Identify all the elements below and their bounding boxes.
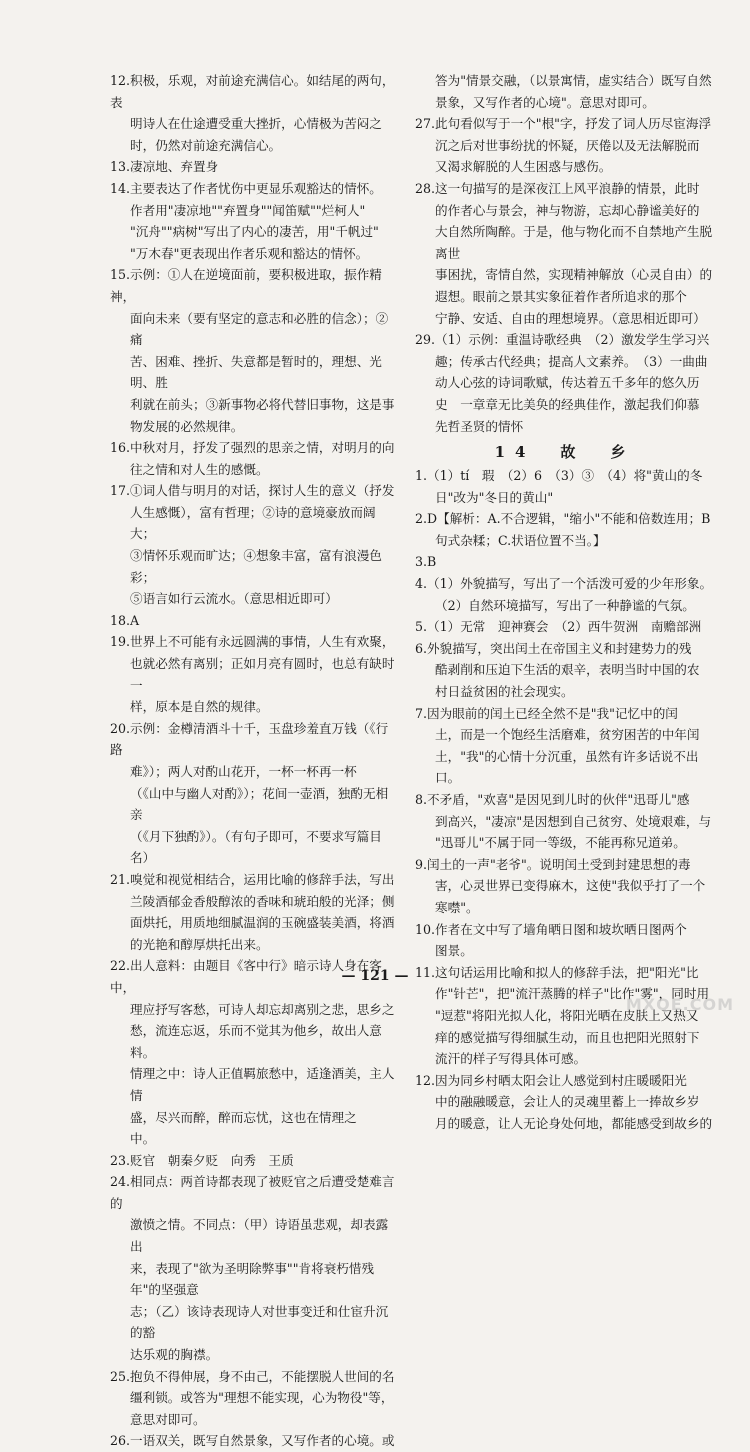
answer-line: 15.示例：①人在逆境面前，要积极进取，振作精神，: [110, 267, 382, 304]
right-column-answers-top: [415, 70, 715, 437]
answer-line: 25.抱负不得伸展，身不由己，不能摆脱人世间的名: [110, 1368, 395, 1384]
answer-line: 26.一语双关，既写自然景象，又写作者的心境。或: [110, 1433, 395, 1449]
answer-line: 苦、困难、挫折、失意都是暂时的，理想、光明、胜: [130, 353, 382, 391]
answer-item: [415, 638, 715, 703]
answer-line: 到高兴，"凄凉"是因想到自己贫穷、处境艰难，与: [435, 813, 712, 829]
answer-item: [415, 1070, 715, 1135]
answer-line: 24.相同点：两首诗都表现了被贬官之后遭受楚难言的: [110, 1174, 395, 1211]
answer-item: [110, 955, 400, 1149]
answer-line: 12.因为同乡村晒太阳会让人感觉到村庄暖暖阳光: [415, 1072, 687, 1088]
answer-item: [110, 264, 400, 437]
answer-line: 16.中秋对月，抒发了强烈的思亲之情，对明月的向: [110, 440, 395, 456]
answer-item: [110, 1150, 400, 1172]
answer-line: 动人心弦的诗词歌赋，传达着五千多年的悠久历: [435, 375, 700, 391]
page-number: — 121 —: [341, 968, 409, 984]
answer-line: 达乐观的胸襟。: [130, 1347, 219, 1363]
answer-line: 物发展的必然规律。: [130, 418, 244, 434]
answer-line: 10.作者在文中写了墙角晒日图和坡坎晒日图两个: [415, 921, 687, 937]
answer-line: 图景。: [435, 943, 473, 959]
answer-line: 村日益贫困的社会现实。: [435, 684, 574, 700]
answer-line: 来，表现了"欲为圣明除弊事""肯将衰朽惜残年"的坚强意: [130, 1260, 375, 1298]
answer-line: 激愤之情。不同点：（甲）诗语虽悲观，却表露出: [130, 1217, 389, 1255]
answer-line: 作者用"凄凉地""弃置身""闻笛赋""烂柯人": [130, 202, 366, 218]
answer-line: 又渴求解脱的人生困惑与感伤。: [435, 159, 612, 175]
answer-line: 土，而是一个饱经生活磨难，贫穷困苦的中年闰: [435, 727, 700, 743]
answer-line: 酷剥削和压迫下生活的艰辛，表明当时中国的农: [435, 662, 700, 678]
answer-line: 事困扰，寄情自然，实现精神解放（心灵自由）的: [435, 267, 713, 283]
answer-line: 样，原本是自然的规律。: [130, 699, 269, 715]
answer-line: 6.外貌描写，突出闰土在帝国主义和封建势力的残: [415, 640, 692, 656]
answer-line: 景象，又写作者的心境"。意思对即可。: [435, 94, 655, 110]
answer-line: 18.A: [110, 612, 140, 628]
answer-line: 17.①词人借与明月的对话，探讨人生的意义（抒发: [110, 483, 395, 499]
answer-line: "逗惹"将阳光拟人化，将阳光晒在皮肤上又热又: [435, 1007, 699, 1023]
answer-line: 句式杂糅；C.状语位置不当。】: [435, 532, 606, 548]
answer-line: "迅哥儿"不属于同一等级，不能再称兄道弟。: [435, 835, 686, 851]
answer-line: 先哲圣贤的情怀: [435, 418, 524, 434]
section-heading: 14 故 乡: [494, 443, 636, 462]
answer-line: 害，心灵世界已变得麻木，这使"我似乎打了一个: [435, 878, 706, 894]
answer-line: 难》）；两人对酌山花开，一杯一杯再一杯: [130, 764, 357, 779]
answer-line: 13.凄凉地、弃置身: [110, 159, 219, 175]
answer-line: 22.出人意料：由题目《客中行》暗示诗人身在客中，: [110, 958, 382, 995]
answer-item: [110, 718, 400, 869]
answer-line: "沉舟""病树"写出了内心的凄苦，用"千帆过": [130, 224, 379, 240]
answer-item: [110, 1430, 400, 1452]
answer-line: 土，"我"的心情十分沉重，虽然有许多话说不出: [435, 748, 699, 764]
answer-item: [415, 70, 715, 113]
answer-line: 11.这句话运用比喻和拟人的修辞手法，把"阳光"比: [415, 964, 699, 980]
answer-item: [415, 854, 715, 919]
answer-line: 7.因为眼前的闰土已经全然不是"我"记忆中的闰: [415, 705, 678, 721]
answer-item: [415, 113, 715, 178]
answer-item: [110, 1171, 400, 1365]
answer-line: 中。: [130, 1131, 156, 1147]
answer-line: 沉之后对世事纷扰的怀疑，厌倦以及无法解脱而: [435, 137, 700, 153]
answer-item: [110, 70, 400, 156]
answer-item: [415, 919, 715, 962]
answer-item: [415, 465, 715, 508]
answer-line: 情理之中：诗人正值羁旅愁中，适逢酒美，主人情: [130, 1066, 395, 1103]
answer-item: [110, 1366, 400, 1431]
answer-line: 月的暖意，让人无论身处何地，都能感受到故乡的: [435, 1115, 713, 1131]
answer-line: 14.主要表达了作者忧伤中更显乐观豁达的情怀。: [110, 180, 382, 196]
answer-line: 面烘托，用质地细腻温润的玉碗盛装美酒，将酒: [130, 915, 395, 931]
answer-line: 19.世界上不可能有永远圆满的事情，人生有欢聚，: [110, 634, 395, 650]
answer-line: 作"针芒"，把"流汗蒸腾的样子"比作"雾"，同时用: [435, 986, 710, 1002]
answer-line: 大自然所陶醉。于是，他与物化而不自禁地产生脱离世: [435, 224, 713, 261]
answer-line: （《月下独酌》）。（有句子即可，不要求写篇目: [130, 828, 382, 844]
answer-line: 9.闰土的一声"老爷"。说明闰土受到封建思想的毒: [415, 856, 691, 872]
answer-line: 中的融融暖意，会让人的灵魂里蓄上一捧故乡岁: [435, 1094, 700, 1110]
answer-item: [110, 480, 400, 610]
answer-item: [415, 616, 715, 638]
answer-item: [415, 508, 715, 551]
answer-line: 27.此句看似写于一个"根"字，抒发了词人历尽宦海浮: [415, 116, 712, 132]
answer-line: 1.（1）tí 瑕 （2）6 （3）③ （4）将"黄山的冬: [415, 468, 703, 484]
answer-line: 盛，尽兴而醉，醉而忘忧，这也在情理之: [130, 1109, 357, 1125]
answer-line: 寒噤"。: [435, 899, 479, 915]
watermark-logo: [618, 975, 738, 1017]
answer-line: 往之情和对人生的感慨。: [130, 461, 269, 477]
answer-line: 4.（1）外貌描写，写出了一个活泼可爱的少年形象。: [415, 576, 713, 592]
answer-line: 答为"情景交融，（以景寓情，虚实结合）既写自然: [435, 73, 712, 88]
answer-item: [110, 610, 400, 632]
answer-line: 痒的感觉描写得细腻生动，而且也把阳光照射下: [435, 1029, 700, 1045]
answer-line: 21.嗅觉和视觉相结合，运用比喻的修辞手法，写出: [110, 871, 395, 887]
answer-item: [110, 156, 400, 178]
answer-item: [415, 329, 715, 437]
answer-line: 5.（1）无常 迎神赛会 （2）西牛贺洲 南赡部洲: [415, 619, 702, 635]
watermark-text: MXQE.COM: [625, 995, 734, 1014]
answer-item: [110, 437, 400, 480]
answer-line: 3.B: [415, 554, 437, 570]
answer-line: 流汗的样子写得具体可感。: [435, 1051, 587, 1067]
answer-item: [415, 178, 715, 329]
answer-item: [415, 789, 715, 854]
answer-line: 人生感慨），富有哲理；②诗的意境豪放而阔大；: [130, 504, 376, 542]
answer-line: 口。: [435, 770, 461, 786]
answer-line: 面向未来（要有坚定的意志和必胜的信念）；②痛: [130, 310, 389, 348]
answer-line: 愁，流连忘返，乐而不觉其为他乡，故出人意料。: [130, 1023, 382, 1060]
answer-line: 名）: [130, 850, 156, 866]
answer-line: 日"改为"冬日的黄山": [435, 489, 554, 505]
answer-line: "万木春"更表现出作者乐观和豁达的情怀。: [130, 245, 369, 261]
answer-line: 2.D【解析：A.不合逻辑，"缩小"不能和倍数连用；B: [415, 511, 711, 527]
answer-line: 20.示例：金樽清酒斗十千，玉盘珍羞直万钱（《行路: [110, 720, 389, 758]
answer-line: 的作者心与景会，神与物游，忘却心静谧美好的: [435, 202, 700, 218]
answer-line: ⑤语言如行云流水。（意思相近即可）: [130, 591, 338, 607]
answer-line: 明诗人在仕途遭受重大挫折，心情极为苦闷之: [130, 116, 382, 132]
answer-line: 也就必然有离别；正如月亮有圆时，也总有缺时一: [130, 656, 395, 693]
answer-item: [415, 703, 715, 789]
answer-line: 利就在前头；③新事物必将代替旧事物，这是事: [130, 396, 395, 412]
answer-line: 29.（1）示例：重温诗歌经典 （2）激发学生学习兴: [415, 332, 710, 348]
answer-item: [110, 631, 400, 717]
answer-line: 时，仍然对前途充满信心。: [130, 137, 282, 153]
answer-line: 的光艳和醇厚烘托出来。: [130, 936, 269, 952]
answer-line: 史 一章章无比美奂的经典佳作，激起我们仰慕: [435, 396, 700, 412]
answer-line: 28.这一句描写的是深夜江上风平浪静的情景，此时: [415, 180, 700, 196]
answer-line: 12.积极，乐观，对前途充满信心。如结尾的两句，表: [110, 73, 395, 110]
answer-line: （《山中与幽人对酌》）；花间一壶酒，独酌无相亲: [130, 785, 389, 823]
answer-line: 8.不矛盾，"欢喜"是因见到儿时的伙伴"迅哥儿"感: [415, 792, 690, 807]
right-column-answers-bottom: [415, 465, 715, 1134]
answer-line: 宁静、安适、自由的理想境界。（意思相近即可）: [435, 310, 706, 326]
answer-item: [110, 869, 400, 955]
answer-line: 23.贬官 朝秦夕贬 向秀 王质: [110, 1152, 294, 1168]
answer-item: [415, 551, 715, 573]
answer-line: ③情怀乐观而旷达；④想象丰富，富有浪漫色彩；: [130, 548, 382, 585]
answer-line: （2）自然环境描写，写出了一种静谧的气氛。: [435, 597, 695, 613]
answer-line: 缰利锁。或答为"理想不能实现，心为物役"等，: [130, 1390, 394, 1406]
answer-line: 志；（乙）该诗表现诗人对世事变迁和仕宦升沉的豁: [130, 1303, 389, 1341]
answer-line: 理应抒写客愁，可诗人却忘却离别之悲，思乡之: [130, 1001, 395, 1017]
answer-item: [110, 178, 400, 264]
left-column: [110, 70, 400, 1452]
answer-line: 意思对即可。: [130, 1411, 206, 1427]
answer-line: 兰陵酒郁金香般醇浓的香味和琥珀般的光泽；侧: [130, 893, 395, 909]
answer-line: 遐想。眼前之景其实象征着作者所追求的那个: [435, 288, 687, 304]
answer-item: [415, 573, 715, 616]
answer-line: 趣；传承古代经典；提高人文素养。 （3）一曲曲: [435, 353, 708, 369]
